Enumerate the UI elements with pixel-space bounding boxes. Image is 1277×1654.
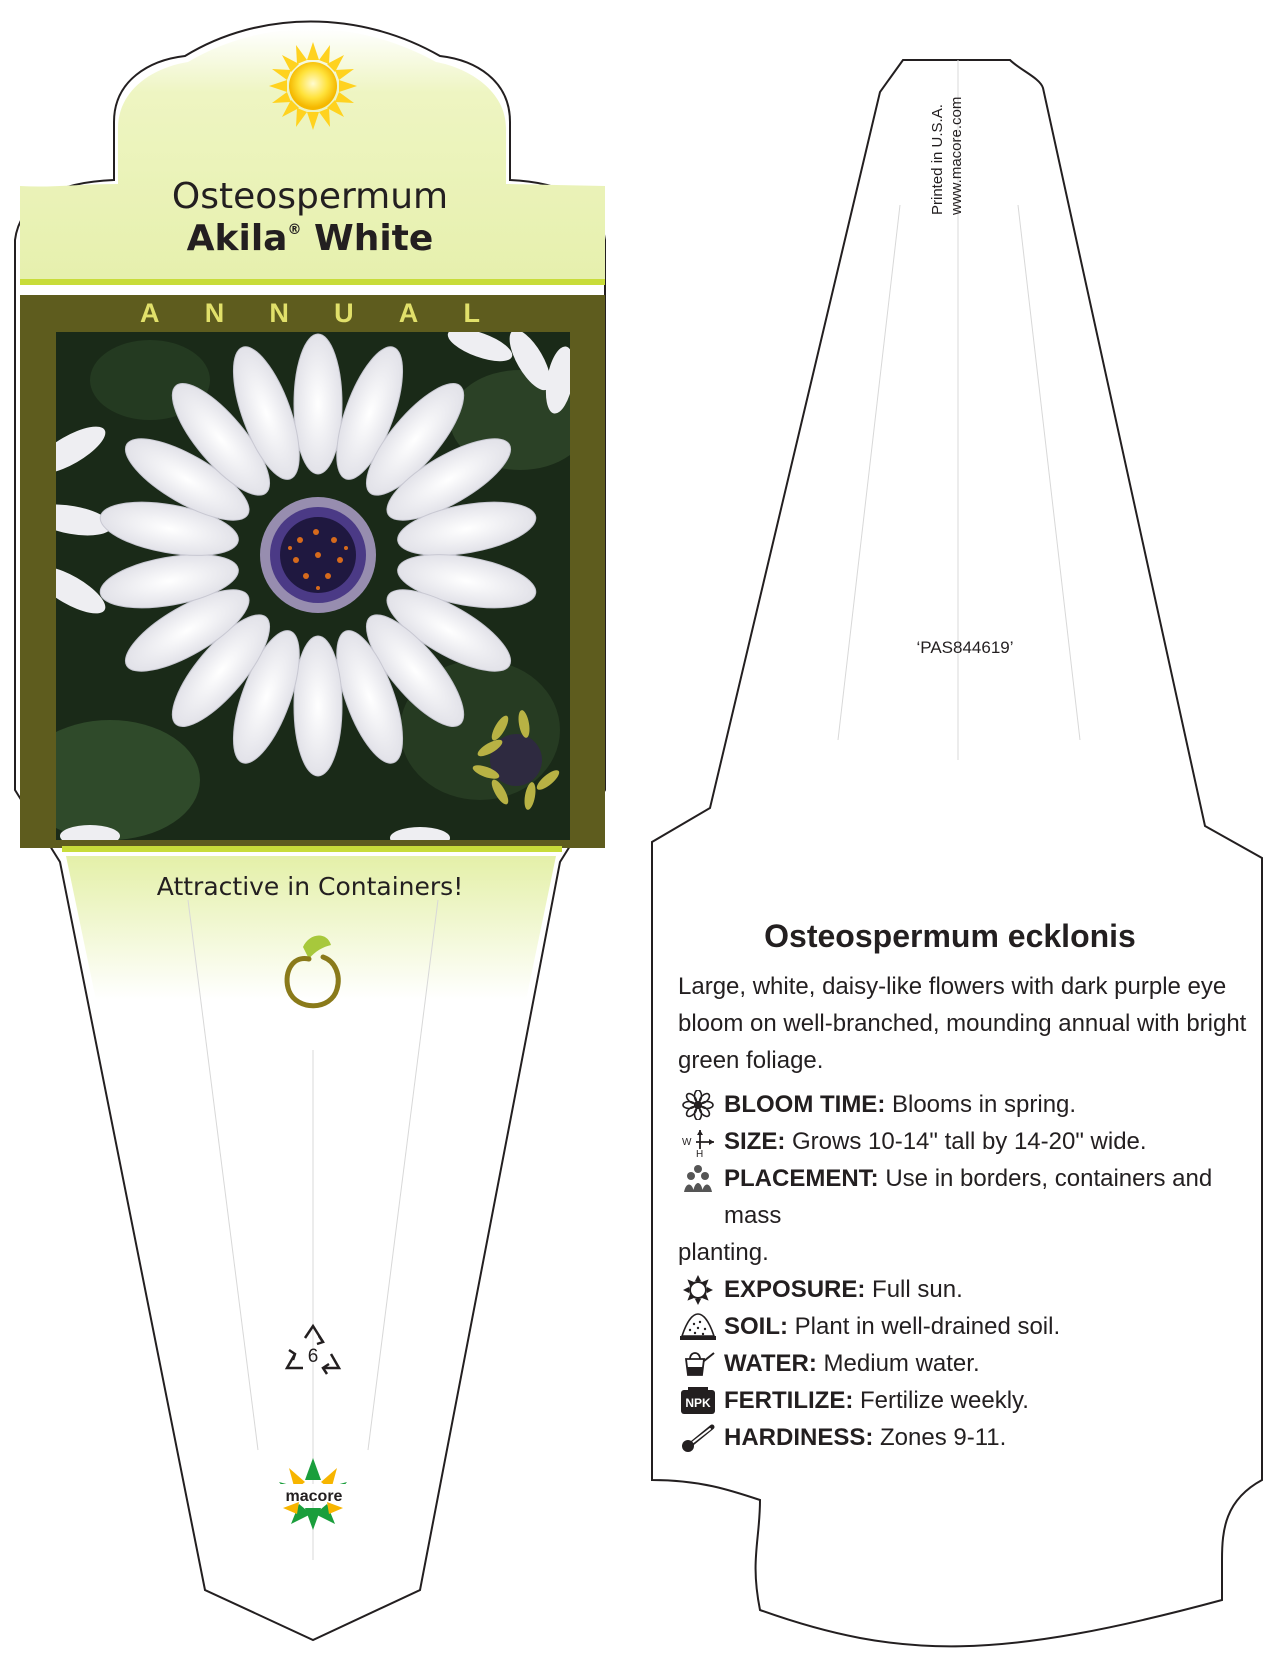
attribute-label: HARDINESS: (724, 1424, 874, 1451)
brand-name: macore (285, 1488, 343, 1505)
sun-exposure-icon (269, 42, 357, 130)
attribute-value: Medium water. (823, 1350, 980, 1377)
attribute-label: SOIL: (724, 1313, 788, 1340)
category-letter: N (204, 298, 225, 328)
attribute-value: Full sun. (872, 1276, 963, 1303)
attribute-value: Zones 9-11. (880, 1424, 1007, 1451)
category-letter: A (398, 298, 419, 328)
attribute-label: PLACEMENT: (724, 1165, 879, 1192)
category-letter: L (463, 298, 480, 328)
cultivar-name (100, 218, 520, 259)
header-rule (20, 279, 605, 285)
category-letter: U (334, 298, 354, 328)
attribute-bloom-time (678, 1086, 1258, 1123)
registered-mark: ® (287, 222, 302, 238)
plant-description: Large, white, daisy-like flowers with dark purple eye bloom on well-branched, mounding annual with bright green foliage. (678, 973, 1247, 1074)
tagline: Attractive in Containers! (156, 872, 464, 901)
soil-icon (678, 1312, 718, 1342)
printed-in: Printed in U.S.A. (929, 104, 946, 215)
attribute-label: SIZE: (724, 1128, 786, 1155)
genus-name: Osteospermum (171, 176, 449, 217)
attribute-label: FERTILIZE: (724, 1387, 854, 1414)
attribute-label: EXPOSURE: (724, 1276, 866, 1303)
attribute-placement (678, 1160, 1258, 1271)
watering-can-icon (678, 1349, 718, 1379)
flower-photo (20, 322, 590, 849)
website: www.macore.com (948, 96, 965, 215)
attribute-fertilize (678, 1382, 1258, 1419)
attribute-label: WATER: (724, 1350, 817, 1377)
attribute-value-continued: planting. (678, 1239, 769, 1266)
flower-icon (678, 1090, 718, 1120)
attribute-label: BLOOM TIME: (724, 1091, 886, 1118)
size-icon (678, 1127, 718, 1157)
svg-text:H: H (696, 1149, 704, 1157)
npk-icon-text: NPK (685, 1396, 711, 1410)
attribute-value: Plant in well-drained soil. (794, 1313, 1061, 1340)
attribute-water (678, 1345, 1258, 1382)
attribute-size (678, 1123, 1258, 1160)
placement-icon (678, 1164, 718, 1194)
attribute-soil (678, 1308, 1258, 1345)
cultivar-color: White (314, 218, 434, 259)
category-letter: A (140, 298, 160, 328)
print-info (928, 50, 980, 215)
npk-icon (678, 1386, 718, 1416)
botanical-name: Osteospermum ecklonis (764, 918, 1136, 954)
category-letter: N (269, 298, 289, 328)
attribute-value: Grows 10-14" tall by 14-20" wide. (792, 1128, 1147, 1155)
frame-rule (62, 846, 562, 852)
attribute-value: Use in borders, containers and mass (724, 1165, 1213, 1229)
care-attributes (678, 1086, 1258, 1456)
attribute-value: Fertilize weekly. (860, 1387, 1029, 1414)
recycle-code: 6 (307, 1346, 319, 1367)
attribute-hardiness (678, 1419, 1258, 1456)
cultivar-name-text: Akila (186, 218, 288, 259)
sun-icon (678, 1275, 718, 1305)
patent-number: ‘PAS844619’ (916, 638, 1014, 657)
category-label (140, 298, 480, 329)
attribute-exposure (678, 1271, 1258, 1308)
attribute-value: Blooms in spring. (891, 1091, 1077, 1118)
thermometer-icon (678, 1423, 718, 1453)
svg-text:W: W (682, 1137, 692, 1148)
